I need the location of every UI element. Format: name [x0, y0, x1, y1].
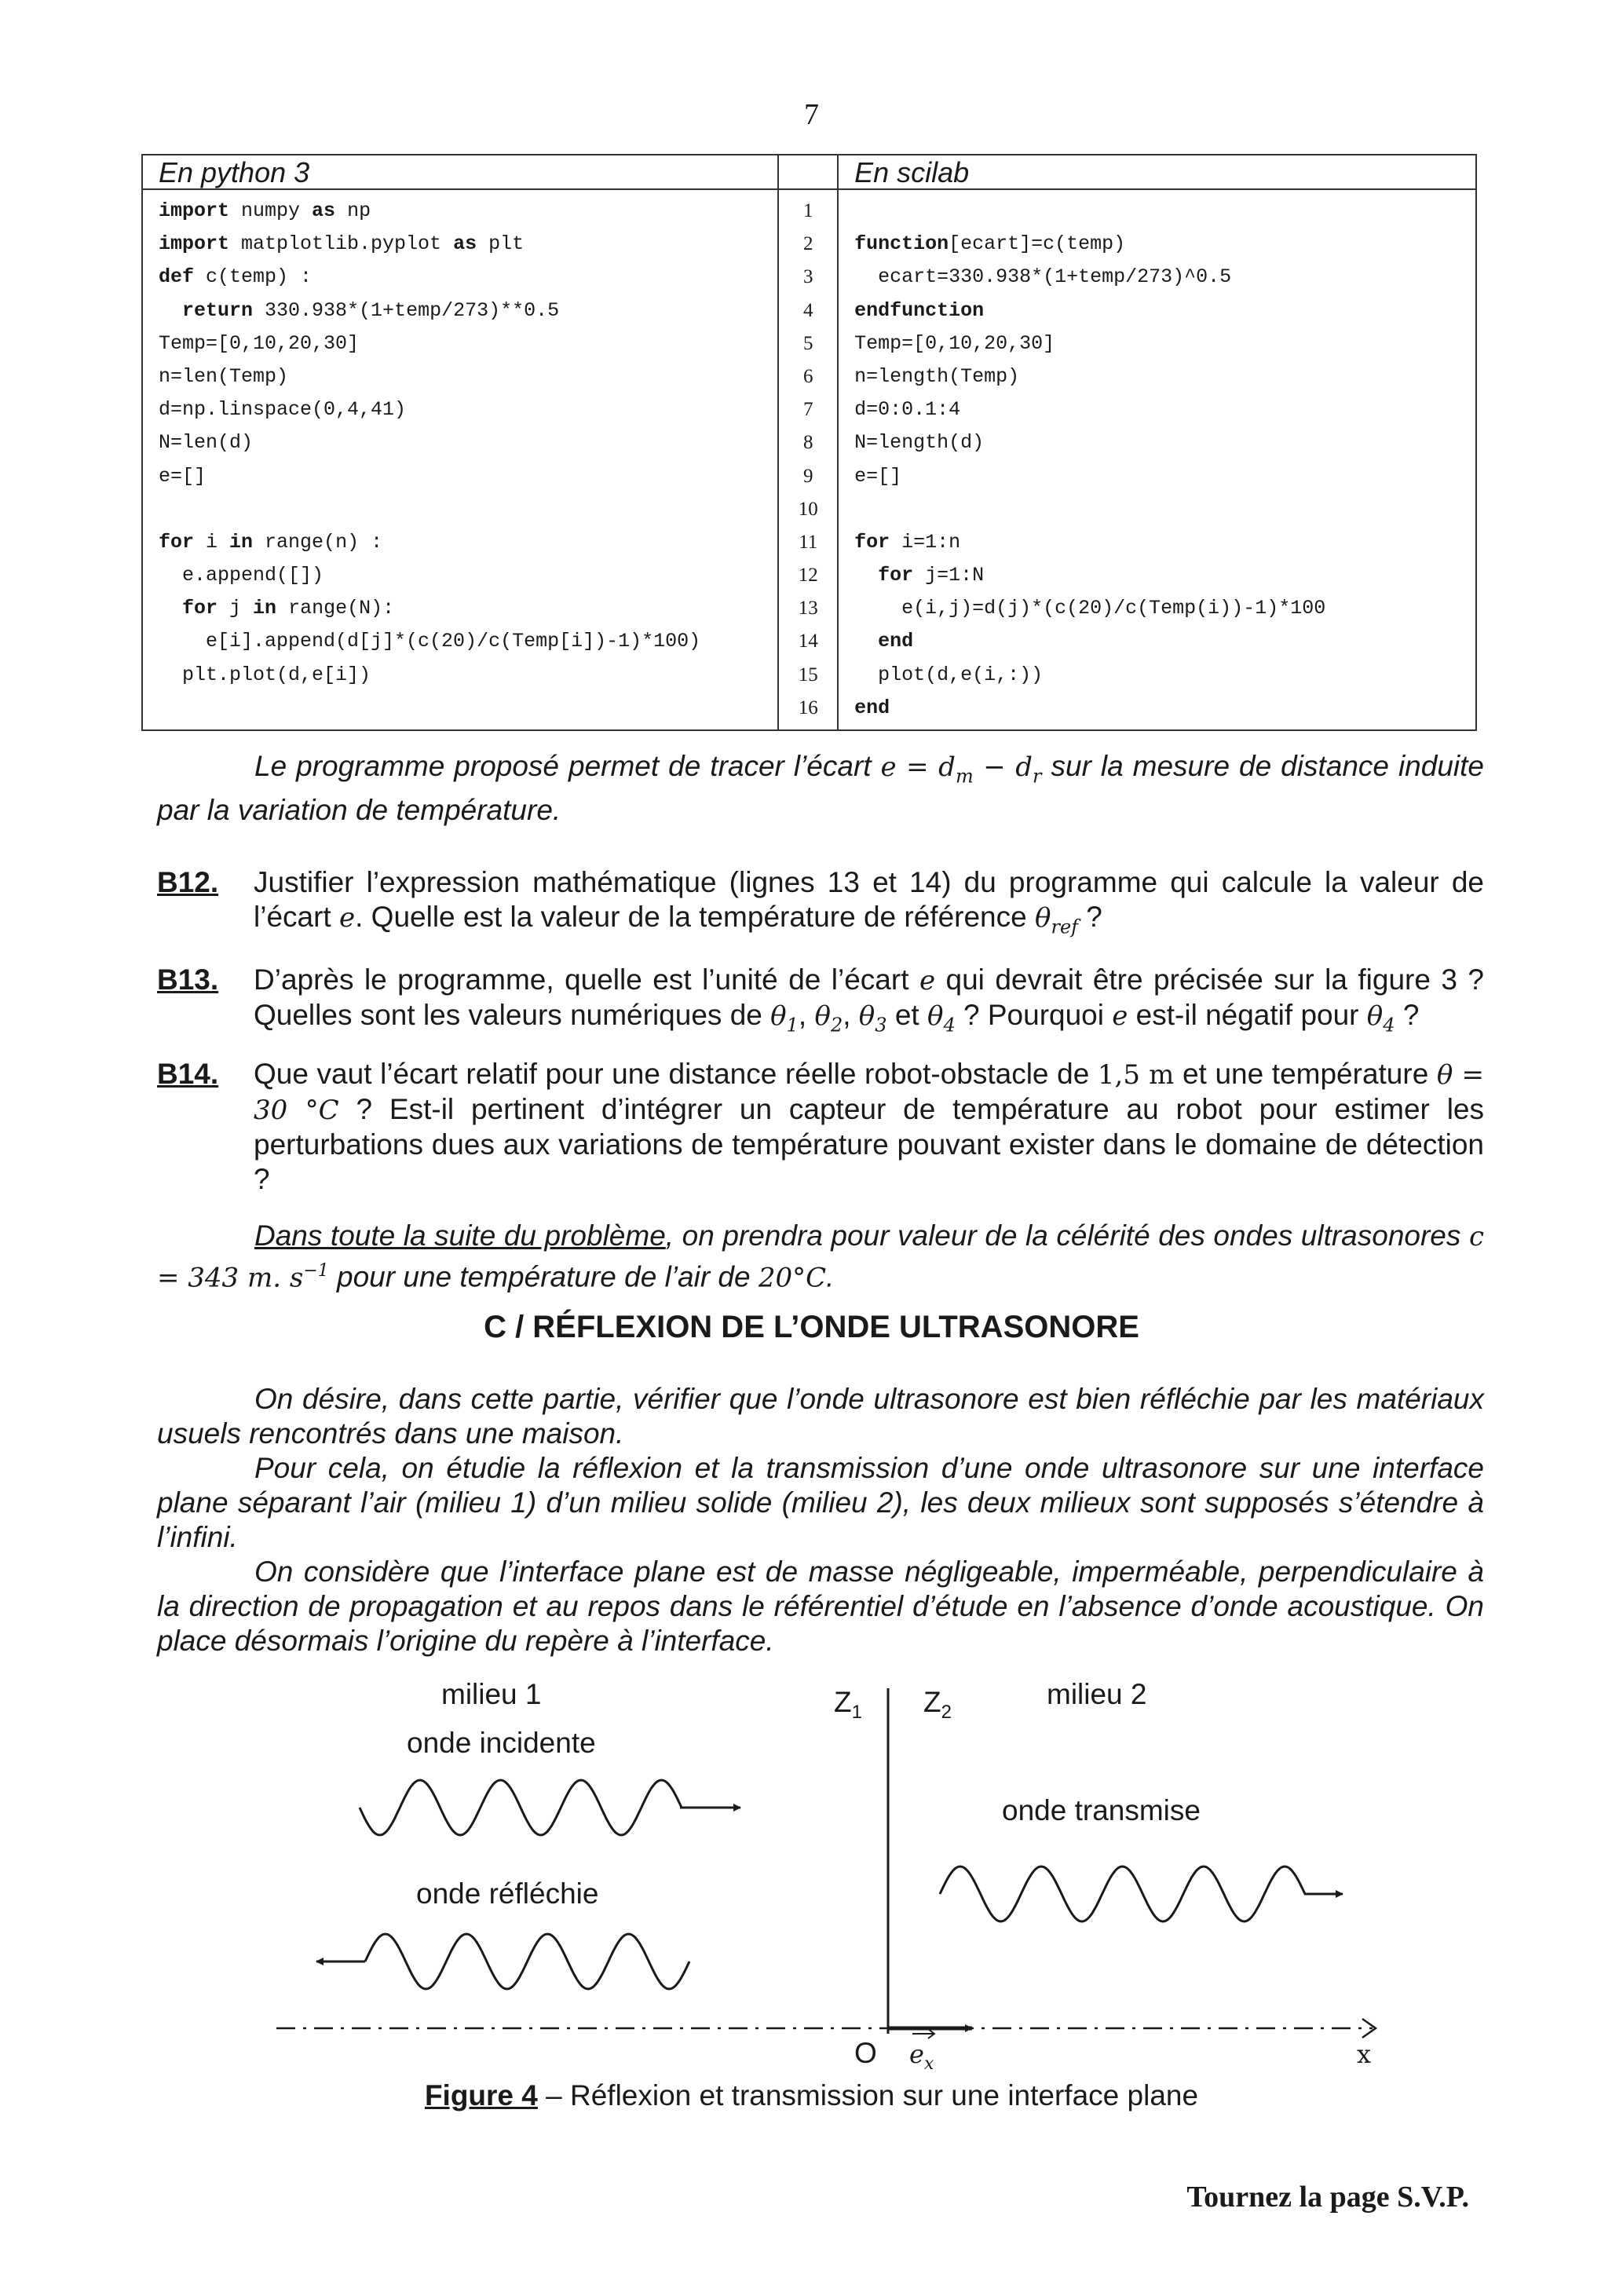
- paragraph-1: On désire, dans cette partie, vérifier que l’onde ultrasonore est bien réfléchie par les matériaux usuels rencontrés dans une maison.: [157, 1383, 1484, 1450]
- python-code-line: import numpy as np: [159, 199, 371, 222]
- line-number: 11: [799, 531, 818, 553]
- question-b14: Que vaut l’écart relatif pour une distance réelle robot-obstacle de 1,5 m et une température θ = 30 °C ? Est-il pertinent d’intégrer un capteur de température au robot pour estimer les perturbations dues aux variations de température pouvant exister dans le domaine de détection ?: [254, 1058, 1485, 1195]
- incident-wave: [360, 1780, 682, 1835]
- z2-label: $Z_2$: [923, 1686, 952, 1723]
- python-header: En python 3: [143, 155, 777, 190]
- x-axis-label: x: [1357, 2039, 1372, 2069]
- line-number: 4: [803, 299, 813, 321]
- line-number: 8: [803, 432, 813, 454]
- python-code-line: for j in range(N):: [182, 597, 395, 620]
- python-code-line: return 330.938*(1+temp/273)**0.5: [182, 298, 560, 322]
- section-title: C / RÉFLEXION DE L’ONDE ULTRASONORE: [484, 1310, 1139, 1344]
- line-number: 13: [798, 598, 818, 620]
- python-code-line: e[i].append(d[j]*(c(20)/c(Temp[i])-1)*100): [159, 630, 701, 653]
- python-code-line: N=len(d): [159, 431, 254, 455]
- page-number: 7: [804, 98, 819, 131]
- python-code-line: import matplotlib.pyplot as plt: [159, 232, 525, 256]
- celerity-note: Dans toute la suite du problème, on prendra pour valeur de la célérité des ondes ultrasonores c = 343 m. $s^{-1}$ pour une température de l’air de 20°C.: [157, 1219, 1484, 1294]
- scilab-code-line: n=length(Temp): [854, 364, 1020, 388]
- paragraph-3: On considère que l’interface plane est de masse négligeable, imperméable, perpendiculaire à la direction de propagation et au repos dans le référentiel d’étude en l’absence d’onde acoustique. On place désormais l’origine du repère à l’interface.: [157, 1556, 1484, 1657]
- python-code-line: for i in range(n) :: [159, 530, 383, 554]
- scilab-code-line: ecart=330.938*(1+temp/273)^0.5: [854, 265, 1232, 289]
- milieu-2-label: milieu 2: [1047, 1678, 1147, 1710]
- line-number: 12: [798, 565, 818, 587]
- scilab-code-line: end: [854, 696, 890, 719]
- scilab-header: En scilab: [839, 155, 1475, 190]
- scilab-code-line: d=0:0.1:4: [854, 398, 961, 422]
- reflected-wave: [365, 1934, 689, 1989]
- python-code-line: d=np.linspace(0,4,41): [159, 398, 407, 422]
- incident-wave-label: onde incidente: [407, 1727, 596, 1759]
- python-code-line: e.append([]): [159, 564, 324, 587]
- footer-turn-page: Tournez la page S.V.P.: [1186, 2181, 1469, 2214]
- question-label-b13: B13.: [157, 963, 219, 996]
- scilab-code-line: plot(d,e(i,:)): [854, 663, 1044, 686]
- scilab-code-line: for j=1:N: [878, 564, 985, 587]
- scilab-code-line: e(i,j)=d(j)*(c(20)/c(Temp(i))-1)*100: [854, 597, 1326, 620]
- line-number: 6: [803, 365, 813, 387]
- line-number: 9: [803, 465, 813, 487]
- scilab-code-line: function[ecart]=c(temp): [854, 232, 1126, 256]
- question-b13: D’après le programme, quelle est l’unité de l’écart e qui devrait être précisée sur la figure 3 ? Quelles sont les valeurs numériques de $\theta_1$, $\theta_2$, $\theta_3$ et $\theta_4$ ? Pourquoi e est-il négatif pour $\theta_4$ ?: [254, 963, 1484, 1036]
- python-code-line: def c(temp) :: [159, 265, 313, 289]
- line-number: 10: [798, 498, 818, 520]
- question-label-b14: B14.: [157, 1058, 219, 1090]
- scilab-code-line: for i=1:n: [854, 530, 961, 554]
- scilab-code-line: end: [878, 630, 914, 653]
- line-number: 7: [803, 399, 813, 421]
- python-code-line: Temp=[0,10,20,30]: [159, 331, 360, 355]
- scilab-code-line: e=[]: [854, 464, 902, 488]
- paragraph-2: Pour cela, on étudie la réflexion et la transmission d’une onde ultrasonore sur une interface plane séparant l’air (milieu 1) d’un milieu solide (milieu 2), les deux milieux sont supposés s’étendre à l’infini.: [157, 1452, 1484, 1553]
- x-axis-arrow: [1362, 2019, 1376, 2038]
- z1-label: $Z_1$: [834, 1686, 862, 1723]
- line-number: 5: [803, 332, 813, 354]
- transmitted-wave: [940, 1866, 1305, 1921]
- question-b12: Justifier l’expression mathématique (lignes 13 et 14) du programme qui calcule la valeur de l’écart e. Quelle est la valeur de la température de référence $\theta_{ref}$ ?: [254, 866, 1484, 938]
- ex-label: $e_x$: [909, 2039, 934, 2074]
- origin-label: O: [854, 2037, 877, 2069]
- line-number: 16: [798, 696, 818, 718]
- python-code-line: e=[]: [159, 464, 207, 488]
- question-label-b12: B12.: [157, 866, 219, 898]
- scilab-code-line: Temp=[0,10,20,30]: [854, 331, 1055, 355]
- line-number: 1: [803, 200, 813, 221]
- vector-arrow-icon: [912, 2029, 934, 2038]
- python-code-line: n=len(Temp): [159, 364, 289, 388]
- line-number: 15: [798, 664, 818, 686]
- figure-caption: Figure 4 – Réflexion et transmission sur une interface plane: [424, 2079, 1199, 2111]
- line-number: 3: [803, 266, 813, 288]
- reflected-wave-label: onde réfléchie: [416, 1877, 599, 1910]
- transmitted-wave-label: onde transmise: [1002, 1794, 1201, 1826]
- line-number: 14: [798, 631, 818, 653]
- scilab-code-line: N=length(d): [854, 431, 985, 455]
- intro-paragraph: Le programme proposé permet de tracer l’écart $e = d_m - d_r$ sur la mesure de distance induite par la variation de température.: [157, 750, 1484, 827]
- line-number: 2: [803, 233, 813, 255]
- scilab-code-line: endfunction: [854, 298, 985, 322]
- milieu-1-label: milieu 1: [441, 1678, 542, 1710]
- python-code-line: plt.plot(d,e[i]): [159, 663, 371, 686]
